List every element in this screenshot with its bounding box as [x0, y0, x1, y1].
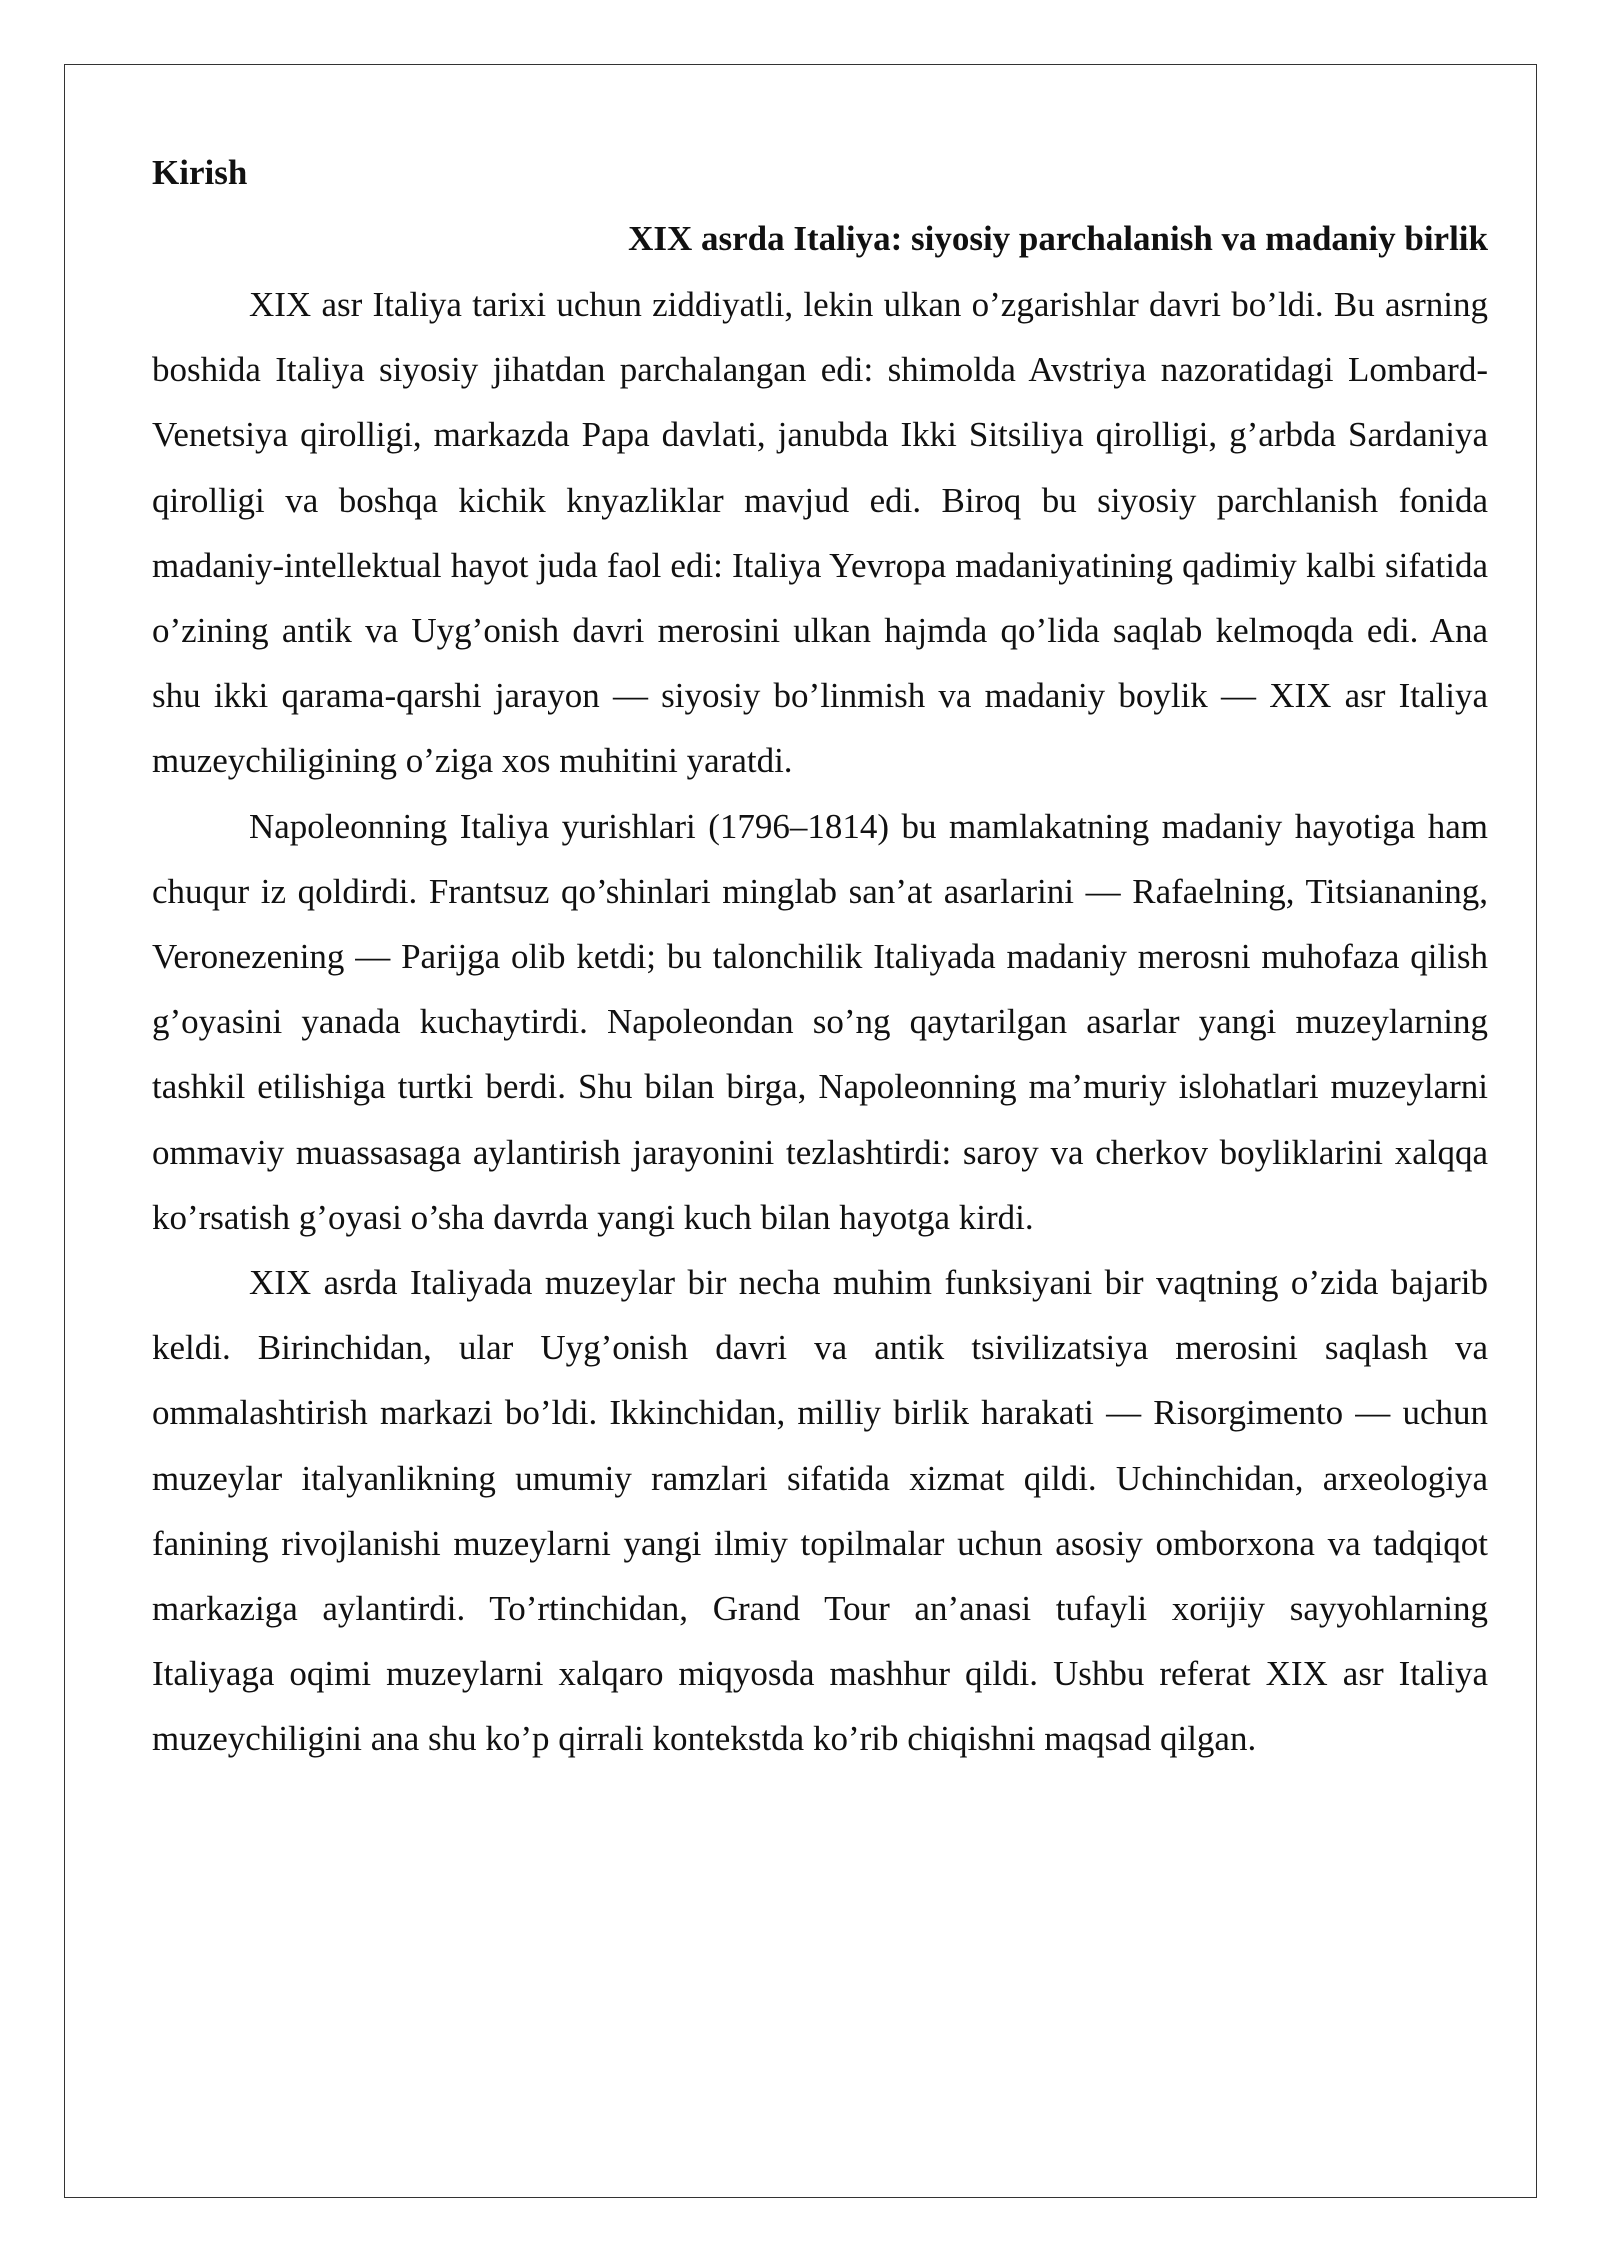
document-body [152, 140, 1488, 1772]
section-heading: Kirish [152, 153, 248, 192]
paragraph-napoleon: Napoleonning Italiya yurishlari (1796–1814) bu mamlakatning madaniy hayotiga ham chuqur iz qoldirdi. Frantsuz qo’shinlari minglab san’at asarlarini — Rafaelning, Titsiananing, Veronezening — Parijga olib ketdi; bu talonchilik Italiyada madaniy merosni muhofaza qilish g’oyasini yanada kuchaytirdi. Napoleondan so’ng qaytarilgan asarlar yangi muzeylarning tashkil etilishiga turtki berdi. Shu bilan birga, Napoleonning ma’muriy islohatlari muzeylarni ommaviy muassasaga aylantirish jarayonini tezlashtirdi: saroy va cherkov boyliklarini xalqqa ko’rsatish g’oyasi o’sha davrda yangi kuch bilan hayotga kirdi. [152, 806, 1488, 1237]
paragraph-intro: XIX asr Italiya tarixi uchun ziddiyatli, lekin ulkan o’zgarishlar davri bo’ldi. Bu asrning boshida Italiya siyosiy jihatdan parchalangan edi: shimolda Avstriya nazoratidagi Lombard-Venetsiya qirolligi, markazda Papa davlati, janubda Ikki Sitsiliya qirolligi, g’arbda Sardaniya qirolligi va boshqa kichik knyazliklar mavjud edi. Biroq bu siyosiy parchlanish fonida madaniy-intellektual hayot juda faol edi: Italiya Yevropa madaniyatining qadimiy kalbi sifatida o’zining antik va Uyg’onish davri merosini ulkan hajmda qo’lida saqlab kelmoqda edi. Ana shu ikki qarama-qarshi jarayon — siyosiy bo’linmish va madaniy boylik — XIX asr Italiya muzeychiligining o’ziga xos muhitini yaratdi. [152, 285, 1488, 781]
paragraph-museum-functions: XIX asrda Italiyada muzeylar bir necha muhim funksiyani bir vaqtning o’zida bajarib keldi. Birinchidan, ular Uyg’onish davri va antik tsivilizatsiya merosini saqlash va ommalashtirish markazi bo’ldi. Ikkinchidan, milliy birlik harakati — Risorgimento — uchun muzeylar italyanlikning umumiy ramzlari sifatida xizmat qildi. Uchinchidan, arxeologiya fanining rivojlanishi muzeylarni yangi ilmiy topilmalar uchun asosiy omborxona va tadqiqot markaziga aylantirdi. To’rtinchidan, Grand Tour an’anasi tufayli xorijiy sayyohlarning Italiyaga oqimi muzeylarni xalqaro miqyosda mashhur qildi. Ushbu referat XIX asr Italiya muzeychiligini ana shu ko’p qirrali kontekstda ko’rib chiqishni maqsad qilgan. [152, 1263, 1488, 1759]
document-title: XIX asrda Italiya: siyosiy parchalanish va madaniy birlik [628, 219, 1488, 258]
